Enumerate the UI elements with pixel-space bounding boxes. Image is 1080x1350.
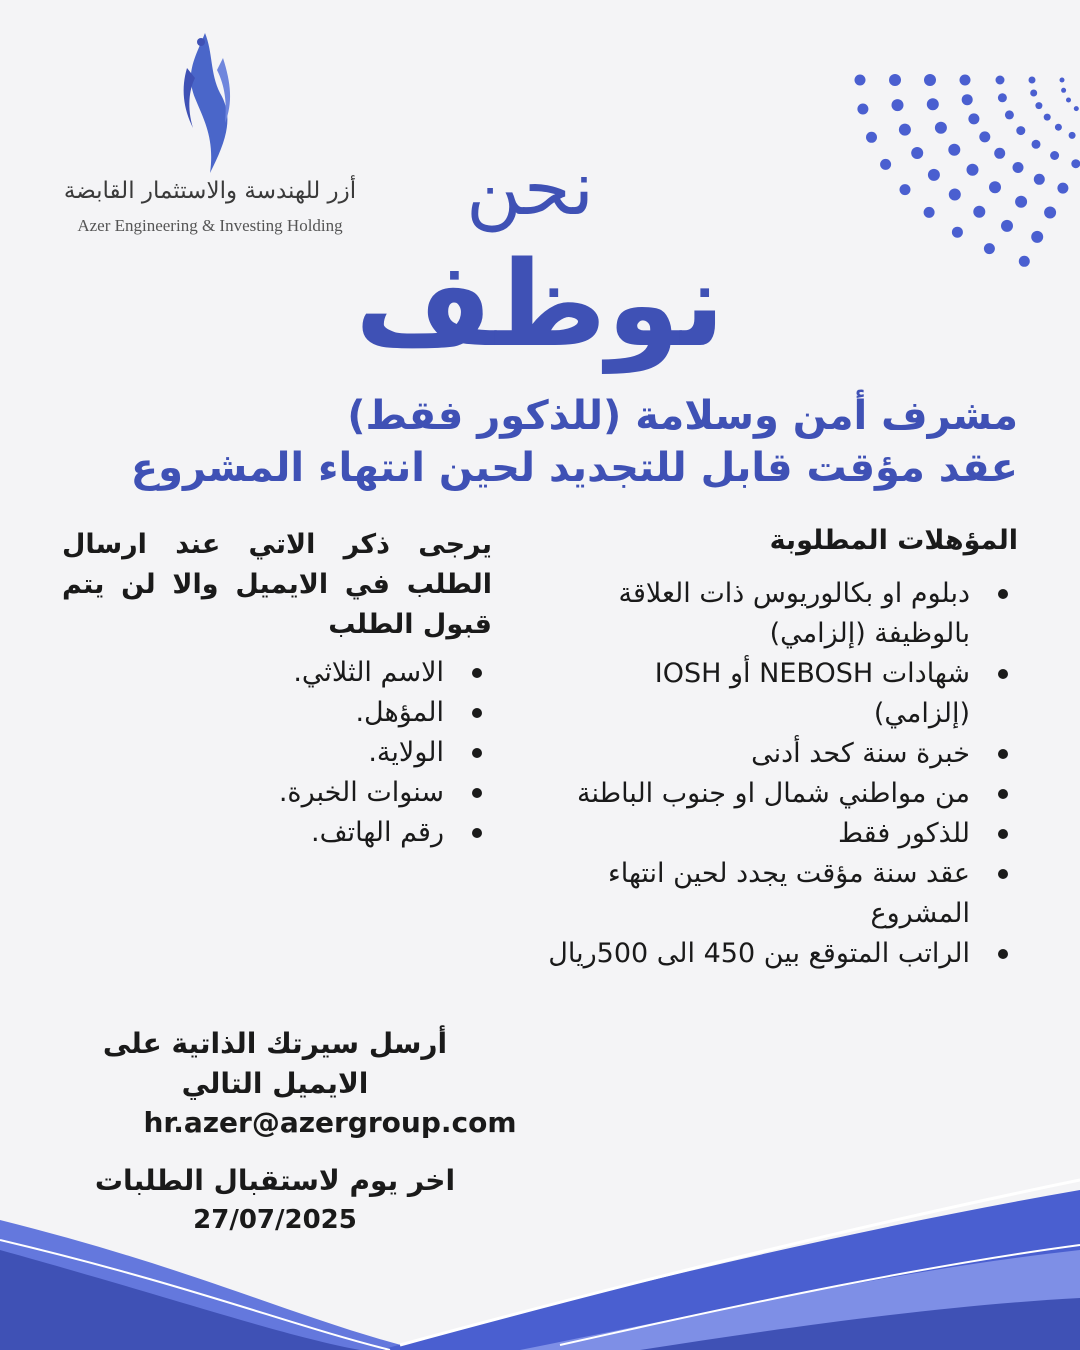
deadline-label: اخر يوم لاستقبال الطلبات: [94, 1164, 456, 1197]
contact-email[interactable]: hr.azer@azergroup.com: [143, 1106, 517, 1139]
decorative-dot: [948, 144, 960, 156]
decorative-dot: [1019, 256, 1030, 267]
decorative-dot: [1061, 88, 1066, 93]
qualifications-heading: المؤهلات المطلوبة: [769, 525, 1018, 556]
decorative-dot: [892, 99, 904, 111]
decorative-dot: [962, 94, 973, 105]
qualification-item: من مواطني شمال او جنوب الباطنة: [548, 774, 970, 814]
qualifications-section: [548, 525, 1018, 974]
decorative-dot: [1035, 102, 1042, 109]
requirement-item: الاسم الثلاثي.: [62, 653, 444, 693]
decorative-dot: [960, 75, 971, 86]
decorative-dot: [924, 207, 935, 218]
decorative-dot: [949, 189, 961, 201]
decorative-dot: [1034, 174, 1045, 185]
logo-arabic-name: أزر للهندسة والاستثمار القابضة: [63, 178, 357, 204]
company-logo: [60, 28, 360, 243]
decorative-dot: [1071, 159, 1080, 168]
decorative-dot: [967, 164, 979, 176]
application-requirements-heading: يرجى ذكر الاتي عند ارسال الطلب في الايميل والا لن يتم قبول الطلب: [62, 529, 492, 640]
deadline-date: 27/07/2025: [193, 1205, 357, 1235]
decorative-dot: [928, 169, 940, 181]
application-requirements-section: [62, 525, 492, 853]
requirement-item: سنوات الخبرة.: [62, 773, 444, 813]
decorative-dot: [1050, 151, 1059, 160]
decorative-dot: [1030, 90, 1037, 97]
send-cv-text: أرسل سيرتك الذاتية على الايميل التالي: [102, 1027, 448, 1100]
decorative-dot: [989, 181, 1001, 193]
decorative-dot: [984, 243, 995, 254]
decorative-dot: [1066, 98, 1071, 103]
job-title: مشرف أمن وسلامة (للذكور فقط): [347, 393, 1018, 439]
decorative-dot: [1032, 140, 1041, 149]
decorative-dot: [927, 98, 939, 110]
decorative-dot: [857, 104, 868, 115]
decorative-dot: [1029, 77, 1036, 84]
decorative-waves: [0, 1150, 1080, 1350]
job-contract: عقد مؤقت قابل للتجديد لحين انتهاء المشروع: [130, 445, 1018, 491]
qualification-item: للذكور فقط: [548, 814, 970, 854]
qualification-item: عقد سنة مؤقت يجدد لحين انتهاء المشروع: [548, 854, 970, 934]
decorative-dot: [994, 148, 1005, 159]
decorative-dot: [973, 206, 985, 218]
decorative-dot: [1016, 126, 1025, 135]
decorative-dot: [935, 122, 947, 134]
requirement-item: الولاية.: [62, 733, 444, 773]
requirement-item: المؤهل.: [62, 693, 444, 733]
headline-hiring: نوظف: [355, 235, 725, 373]
decorative-dot: [1031, 231, 1043, 243]
decorative-dot: [1005, 110, 1014, 119]
qualification-item: خبرة سنة كحد أدنى: [548, 734, 970, 774]
decorative-dot: [855, 75, 866, 86]
decorative-dot: [1074, 106, 1079, 111]
decorative-dot: [968, 113, 979, 124]
decorative-dot: [1044, 207, 1056, 219]
decorative-dot: [1044, 114, 1051, 121]
decorative-dot: [998, 93, 1007, 102]
decorative-dot: [1057, 183, 1068, 194]
decorative-dot: [1001, 220, 1013, 232]
qualification-item: دبلوم او بكالوريوس ذات العلاقة بالوظيفة (إلزامي): [548, 574, 970, 654]
cert-prefix: شهادات: [881, 658, 970, 689]
qualifications-list: [548, 574, 1018, 974]
decorative-dot: [899, 124, 911, 136]
decorative-dot: [979, 131, 990, 142]
decorative-dot: [952, 227, 963, 238]
cert-or: أو: [730, 658, 751, 689]
qualification-item: الراتب المتوقع بين 450 الى 500ريال: [548, 934, 970, 974]
decorative-dot: [1015, 196, 1027, 208]
requirement-item: رقم الهاتف.: [62, 813, 444, 853]
qualification-item-certificates: [548, 654, 970, 734]
decorative-dot: [911, 147, 923, 159]
decorative-dot: [924, 74, 936, 86]
decorative-dot: [1069, 132, 1076, 139]
application-requirements-list: [62, 653, 492, 853]
decorative-dot: [866, 132, 877, 143]
cert-name-iosh: IOSH: [654, 658, 722, 689]
decorative-dot: [889, 74, 901, 86]
decorative-dot: [1060, 78, 1065, 83]
logo-mark-icon: [165, 28, 245, 178]
cert-name-nebosh: NEBOSH: [759, 658, 874, 689]
cert-suffix: (إلزامي): [873, 698, 970, 729]
logo-english-name: Azer Engineering & Investing Holding: [77, 216, 343, 235]
headline-we: نحن: [465, 143, 595, 232]
decorative-dot: [1013, 162, 1024, 173]
decorative-dot: [996, 76, 1005, 85]
decorative-dot: [1055, 124, 1062, 131]
decorative-dot: [880, 159, 891, 170]
decorative-dot: [900, 184, 911, 195]
